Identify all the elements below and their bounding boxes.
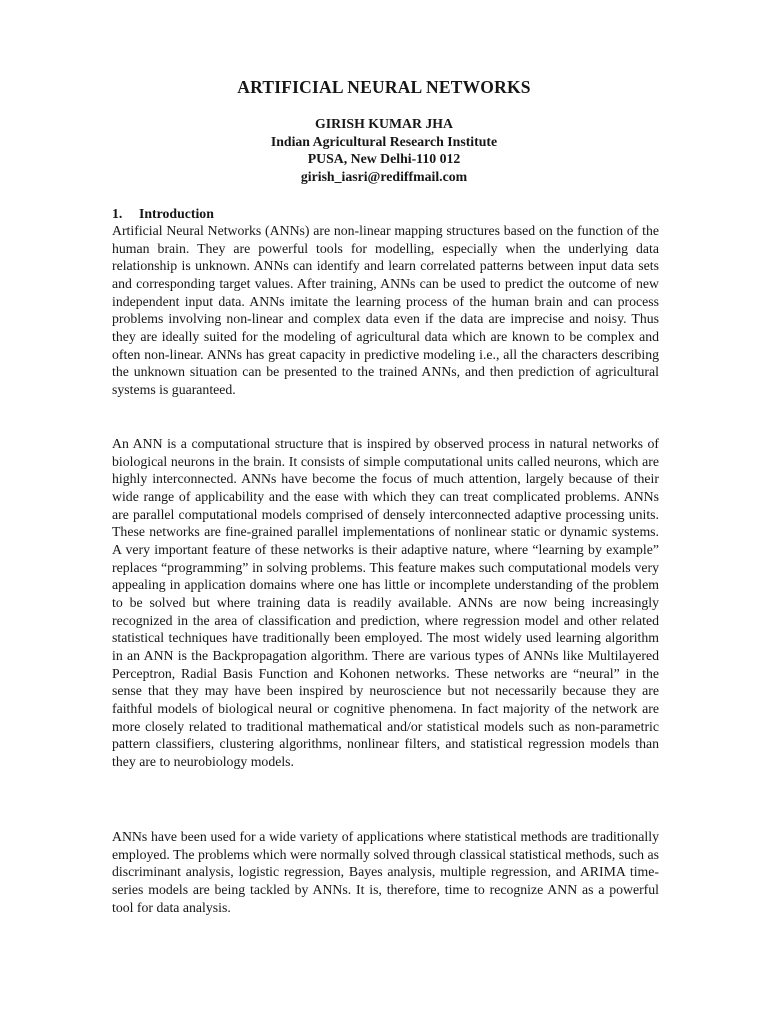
author-address: PUSA, New Delhi-110 012	[307, 151, 461, 167]
section-title: Introduction	[139, 206, 214, 221]
paragraph: Artificial Neural Networks (ANNs) are non-linear mapping structures based on the function of the human brain. They are powerful tools for modelling, especially when the underlying data relationship is unknown. ANNs can identify and learn correlated patterns between input data sets and corresponding target values. After training, ANNs can be used to predict the outcome of new independent input data. ANNs imitate the learning process of the human brain and can process problems involving non-linear and complex data even if the data are imprecise and noisy. Thus they are ideally suited for the modeling of agricultural data which are known to be complex and often non-linear. ANNs has great capacity in predictive modeling i.e., all the characters describing the unknown situation can be presented to the trained ANNs, and then prediction of agricultural systems is guaranteed.	[112, 223, 659, 397]
section-heading	[112, 205, 214, 223]
paragraph: ANNs have been used for a wide variety of applications where statistical methods are traditionally employed. The problems which were normally solved through classical statistical methods, such as discriminant analysis, logistic regression, Bayes analysis, multiple regression, and ARIMA time-series models are being tackled by ANNs. It is, therefore, time to recognize ANN as a powerful tool for data analysis.	[112, 829, 659, 915]
paper-title: ARTIFICIAL NEURAL NETWORKS	[237, 77, 531, 97]
author-name: GIRISH KUMAR JHA	[315, 116, 453, 131]
section-number: 1.	[112, 206, 123, 221]
author-block	[0, 115, 768, 185]
paragraph: An ANN is a computational structure that is inspired by observed process in natural networks of biological neurons in the brain. It consists of simple computational units called neurons, which are highly interconnected. ANNs have become the focus of much attention, largely because of their wide range of applicability and the ease with which they can treat complicated problems. ANNs are parallel computational models comprised of densely interconnected adaptive processing units. These networks are fine-grained parallel implementations of nonlinear static or dynamic systems. A very important feature of these networks is their adaptive nature, where “learning by example” replaces “programming” in solving problems. This feature makes such computational models very appealing in application domains where one has little or incomplete understanding of the problem to be solved but where training data is readily available. ANNs are now being increasingly recognized in the area of classification and prediction, where regression model and other related statistical techniques have traditionally been employed. The most widely used learning algorithm in an ANN is the Backpropagation algorithm. There are various types of ANNs like Multilayered Perceptron, Radial Basis Function and Kohonen networks. These networks are “neural” in the sense that they may have been inspired by neuroscience but not necessarily because they are faithful models of biological neural or cognitive phenomena. In fact majority of the network are more closely related to traditional mathematical and/or statistical models such as non-parametric pattern classifiers, clustering algorithms, nonlinear filters, and statistical regression models than they are to neurobiology models.	[112, 436, 659, 769]
author-institute: Indian Agricultural Research Institute	[270, 133, 498, 149]
author-email: girish_iasri@rediffmail.com	[300, 168, 468, 184]
